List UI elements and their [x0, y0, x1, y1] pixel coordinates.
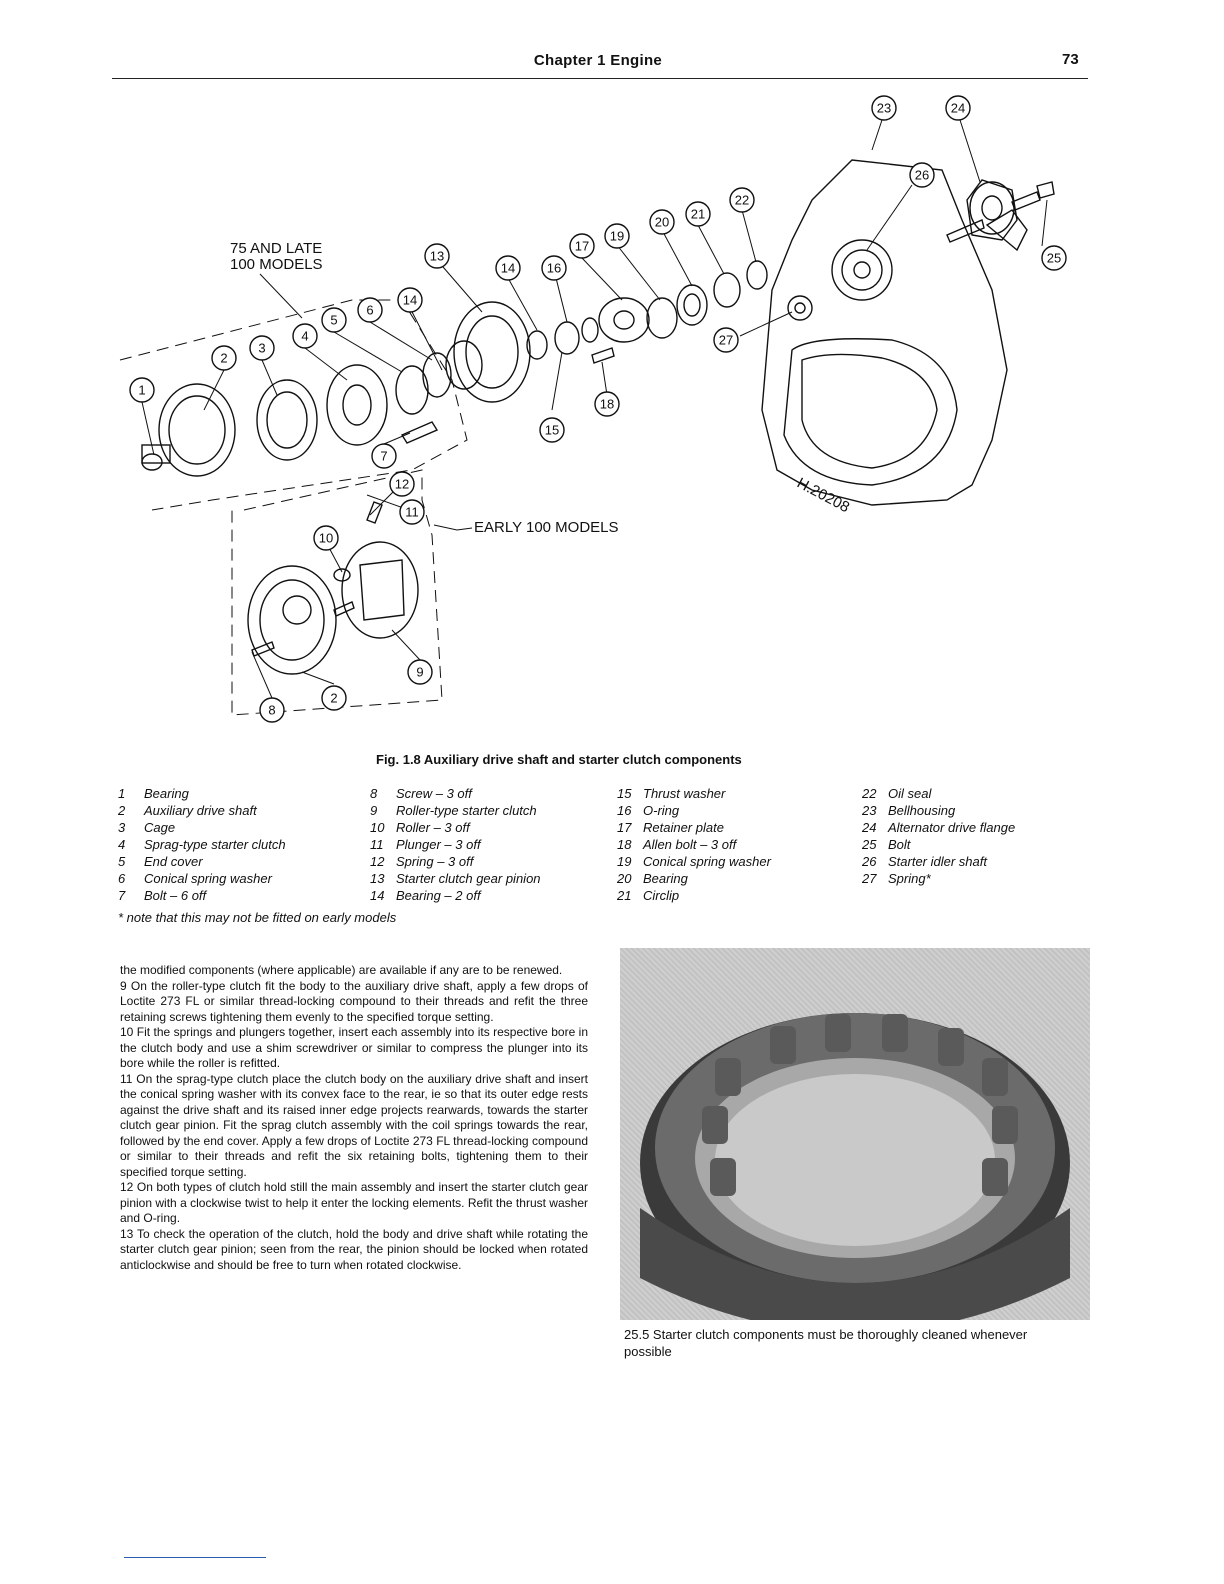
callout-15	[540, 418, 564, 442]
callout-11	[400, 500, 424, 524]
bellhousing-drawing	[762, 160, 1027, 505]
page-number: 73	[1062, 51, 1079, 68]
starter-clutch-photo	[620, 948, 1090, 1320]
callout-21	[686, 202, 710, 226]
legend-item: 2 Auxiliary drive shaft	[118, 803, 257, 818]
svg-text:22: 22	[734, 192, 750, 208]
svg-text:16: 16	[546, 260, 562, 276]
legend-item: 26 Starter idler shaft	[862, 854, 987, 869]
callout-10	[314, 526, 338, 550]
callout-7	[372, 444, 396, 468]
exploded-diagram-drawing	[112, 90, 1102, 740]
svg-text:27: 27	[718, 332, 734, 348]
paragraph: 10 Fit the springs and plungers together, insert each assembly into its respective bore in the clutch body and use a shim screwdriver or similar to compress the plunger into its bore while the roller is refitted.	[120, 1025, 588, 1070]
header-rule	[112, 78, 1088, 79]
svg-text:14: 14	[402, 292, 418, 308]
callout-24	[946, 96, 970, 120]
label-late-models-line1: 75 AND LATE	[230, 240, 323, 257]
callout-17	[570, 234, 594, 258]
svg-text:6: 6	[366, 302, 374, 318]
callout-14-upper	[398, 288, 422, 312]
legend-column-4	[862, 785, 1015, 887]
callout-6	[358, 298, 382, 322]
callout-27	[714, 328, 738, 352]
svg-text:14: 14	[500, 260, 516, 276]
alternator-flange-drawing	[947, 182, 1054, 242]
figure-caption: Fig. 1.8 Auxiliary drive shaft and starter clutch components	[376, 752, 742, 767]
sprag-assembly-drawing	[142, 350, 451, 476]
starter-clutch-photo-drawing	[620, 948, 1090, 1320]
svg-text:11: 11	[405, 504, 419, 520]
legend-item: 17 Retainer plate	[617, 820, 724, 835]
leader-early-models	[434, 525, 472, 530]
legend-column-2	[370, 785, 541, 904]
callout-25	[1042, 246, 1066, 270]
callout-4	[293, 324, 317, 348]
svg-text:2: 2	[220, 350, 228, 366]
legend-item: 19 Conical spring washer	[617, 854, 771, 869]
callout-leaders	[142, 120, 1047, 698]
svg-text:20: 20	[654, 214, 670, 230]
drawing-code: H.20208	[794, 474, 853, 517]
callout-18	[595, 392, 619, 416]
legend-item: 9 Roller-type starter clutch	[370, 803, 537, 818]
legend-item: 20 Bearing	[617, 871, 688, 886]
svg-text:4: 4	[301, 328, 309, 344]
svg-text:7: 7	[380, 448, 388, 464]
svg-text:12: 12	[394, 476, 410, 492]
callout-26	[910, 163, 934, 187]
svg-text:17: 17	[574, 238, 590, 254]
legend-item: 24 Alternator drive flange	[862, 820, 1016, 835]
legend-item: 25 Bolt	[862, 837, 911, 852]
callout-2-lower	[322, 686, 346, 710]
svg-text:25: 25	[1046, 250, 1062, 266]
svg-text:19: 19	[609, 228, 625, 244]
legend-item: 8 Screw – 3 off	[370, 786, 472, 801]
legend-item: 1 Bearing	[118, 786, 189, 801]
svg-text:24: 24	[950, 100, 966, 116]
svg-text:18: 18	[599, 396, 615, 412]
exploded-diagram	[112, 90, 1102, 740]
page-header-title: Chapter 1 Engine	[533, 52, 663, 69]
legend-item: 22 Oil seal	[862, 786, 932, 801]
callout-13	[425, 244, 449, 268]
svg-text:15: 15	[544, 422, 560, 438]
label-late-models-line2: 100 MODELS	[230, 256, 323, 273]
legend-item: 13 Starter clutch gear pinion	[370, 871, 541, 886]
legend-column-3	[617, 785, 771, 904]
svg-text:1: 1	[138, 382, 146, 398]
callout-3	[250, 336, 274, 360]
legend-item: 7 Bolt – 6 off	[118, 888, 207, 903]
paragraph: the modified components (where applicable) are available if any are to be renewed.	[120, 963, 563, 977]
svg-text:13: 13	[429, 248, 445, 264]
body-text	[120, 963, 588, 1273]
svg-text:10: 10	[318, 530, 334, 546]
callout-2	[212, 346, 236, 370]
legend-item: 18 Allen bolt – 3 off	[617, 837, 737, 852]
legend-item: 21 Circlip	[617, 888, 680, 903]
svg-text:23: 23	[876, 100, 892, 116]
callout-23	[872, 96, 896, 120]
label-early-models: EARLY 100 MODELS	[474, 519, 619, 536]
svg-text:8: 8	[268, 702, 276, 718]
callout-8	[260, 698, 284, 722]
legend-item: 23 Bellhousing	[862, 803, 956, 818]
legend-item: 11 Plunger – 3 off	[370, 837, 481, 852]
legend-footnote: * note that this may not be fitted on early models	[118, 910, 397, 925]
legend-item: 4 Sprag-type starter clutch	[118, 837, 286, 852]
svg-text:2: 2	[330, 690, 338, 706]
paragraph: 9 On the roller-type clutch fit the body to the auxiliary drive shaft, apply a few drops of Loctite 273 FL or similar thread-locking compound to their threads and refit the three retaining screws tightening them evenly to the specified torque setting.	[120, 978, 588, 1024]
leader-late-models	[260, 274, 302, 318]
legend-item: 10 Roller – 3 off	[370, 820, 470, 835]
callout-20	[650, 210, 674, 234]
legend-column-1	[118, 785, 286, 904]
paragraph: 12 On both types of clutch hold still the main assembly and insert the starter clutch gear pinion with a clockwise twist to help it enter the locking elements. Refit the thrust washer and O-ring.	[120, 1180, 588, 1225]
paragraph: 13 To check the operation of the clutch, hold the body and drive shaft while rotating the starter clutch gear pinion; seen from the rear, the pinion should be locked when rotated anticlockwise and should be free to turn when rotated clockwise.	[120, 1226, 588, 1272]
callout-22	[730, 188, 754, 212]
legend-item: 3 Cage	[118, 820, 176, 835]
paragraph: 11 On the sprag-type clutch place the clutch body on the auxiliary drive shaft and insert the conical spring washer with its convex face to the rear, ie so that its outer edge rests against the drive shaft and its raised inner edge projects rearwards, towards the starter clutch gear pinion. Fit the sprag clutch assembly with the coil springs towards the rear, followed by the end cover. Apply a few drops of Loctite 273 FL thread-locking compound or similar to their threads and refit the six retaining bolts, tightening them to their specified torque setting.	[120, 1071, 588, 1179]
photo-caption: 25.5 Starter clutch components must be thoroughly cleaned whenever possible	[624, 1327, 1028, 1359]
legend-item: 14 Bearing – 2 off	[370, 888, 481, 903]
legend-item: 15 Thrust washer	[617, 786, 726, 801]
legend-item: 5 End cover	[118, 854, 203, 869]
callout-19	[605, 224, 629, 248]
svg-text:9: 9	[416, 664, 424, 680]
callout-16	[542, 256, 566, 280]
callout-5	[322, 308, 346, 332]
svg-text:5: 5	[330, 312, 338, 328]
legend-item: 12 Spring – 3 off	[370, 854, 474, 869]
svg-text:21: 21	[690, 206, 706, 222]
callout-14-lower	[496, 256, 520, 280]
callout-1	[130, 378, 154, 402]
legend-item: 27 Spring*	[862, 871, 931, 886]
callout-12	[390, 472, 414, 496]
footer-rule	[124, 1557, 266, 1558]
legend-item: 6 Conical spring washer	[118, 871, 272, 886]
svg-text:3: 3	[258, 340, 266, 356]
svg-text:26: 26	[914, 167, 930, 183]
callout-9	[408, 660, 432, 684]
legend-item: 16 O-ring	[617, 803, 680, 818]
